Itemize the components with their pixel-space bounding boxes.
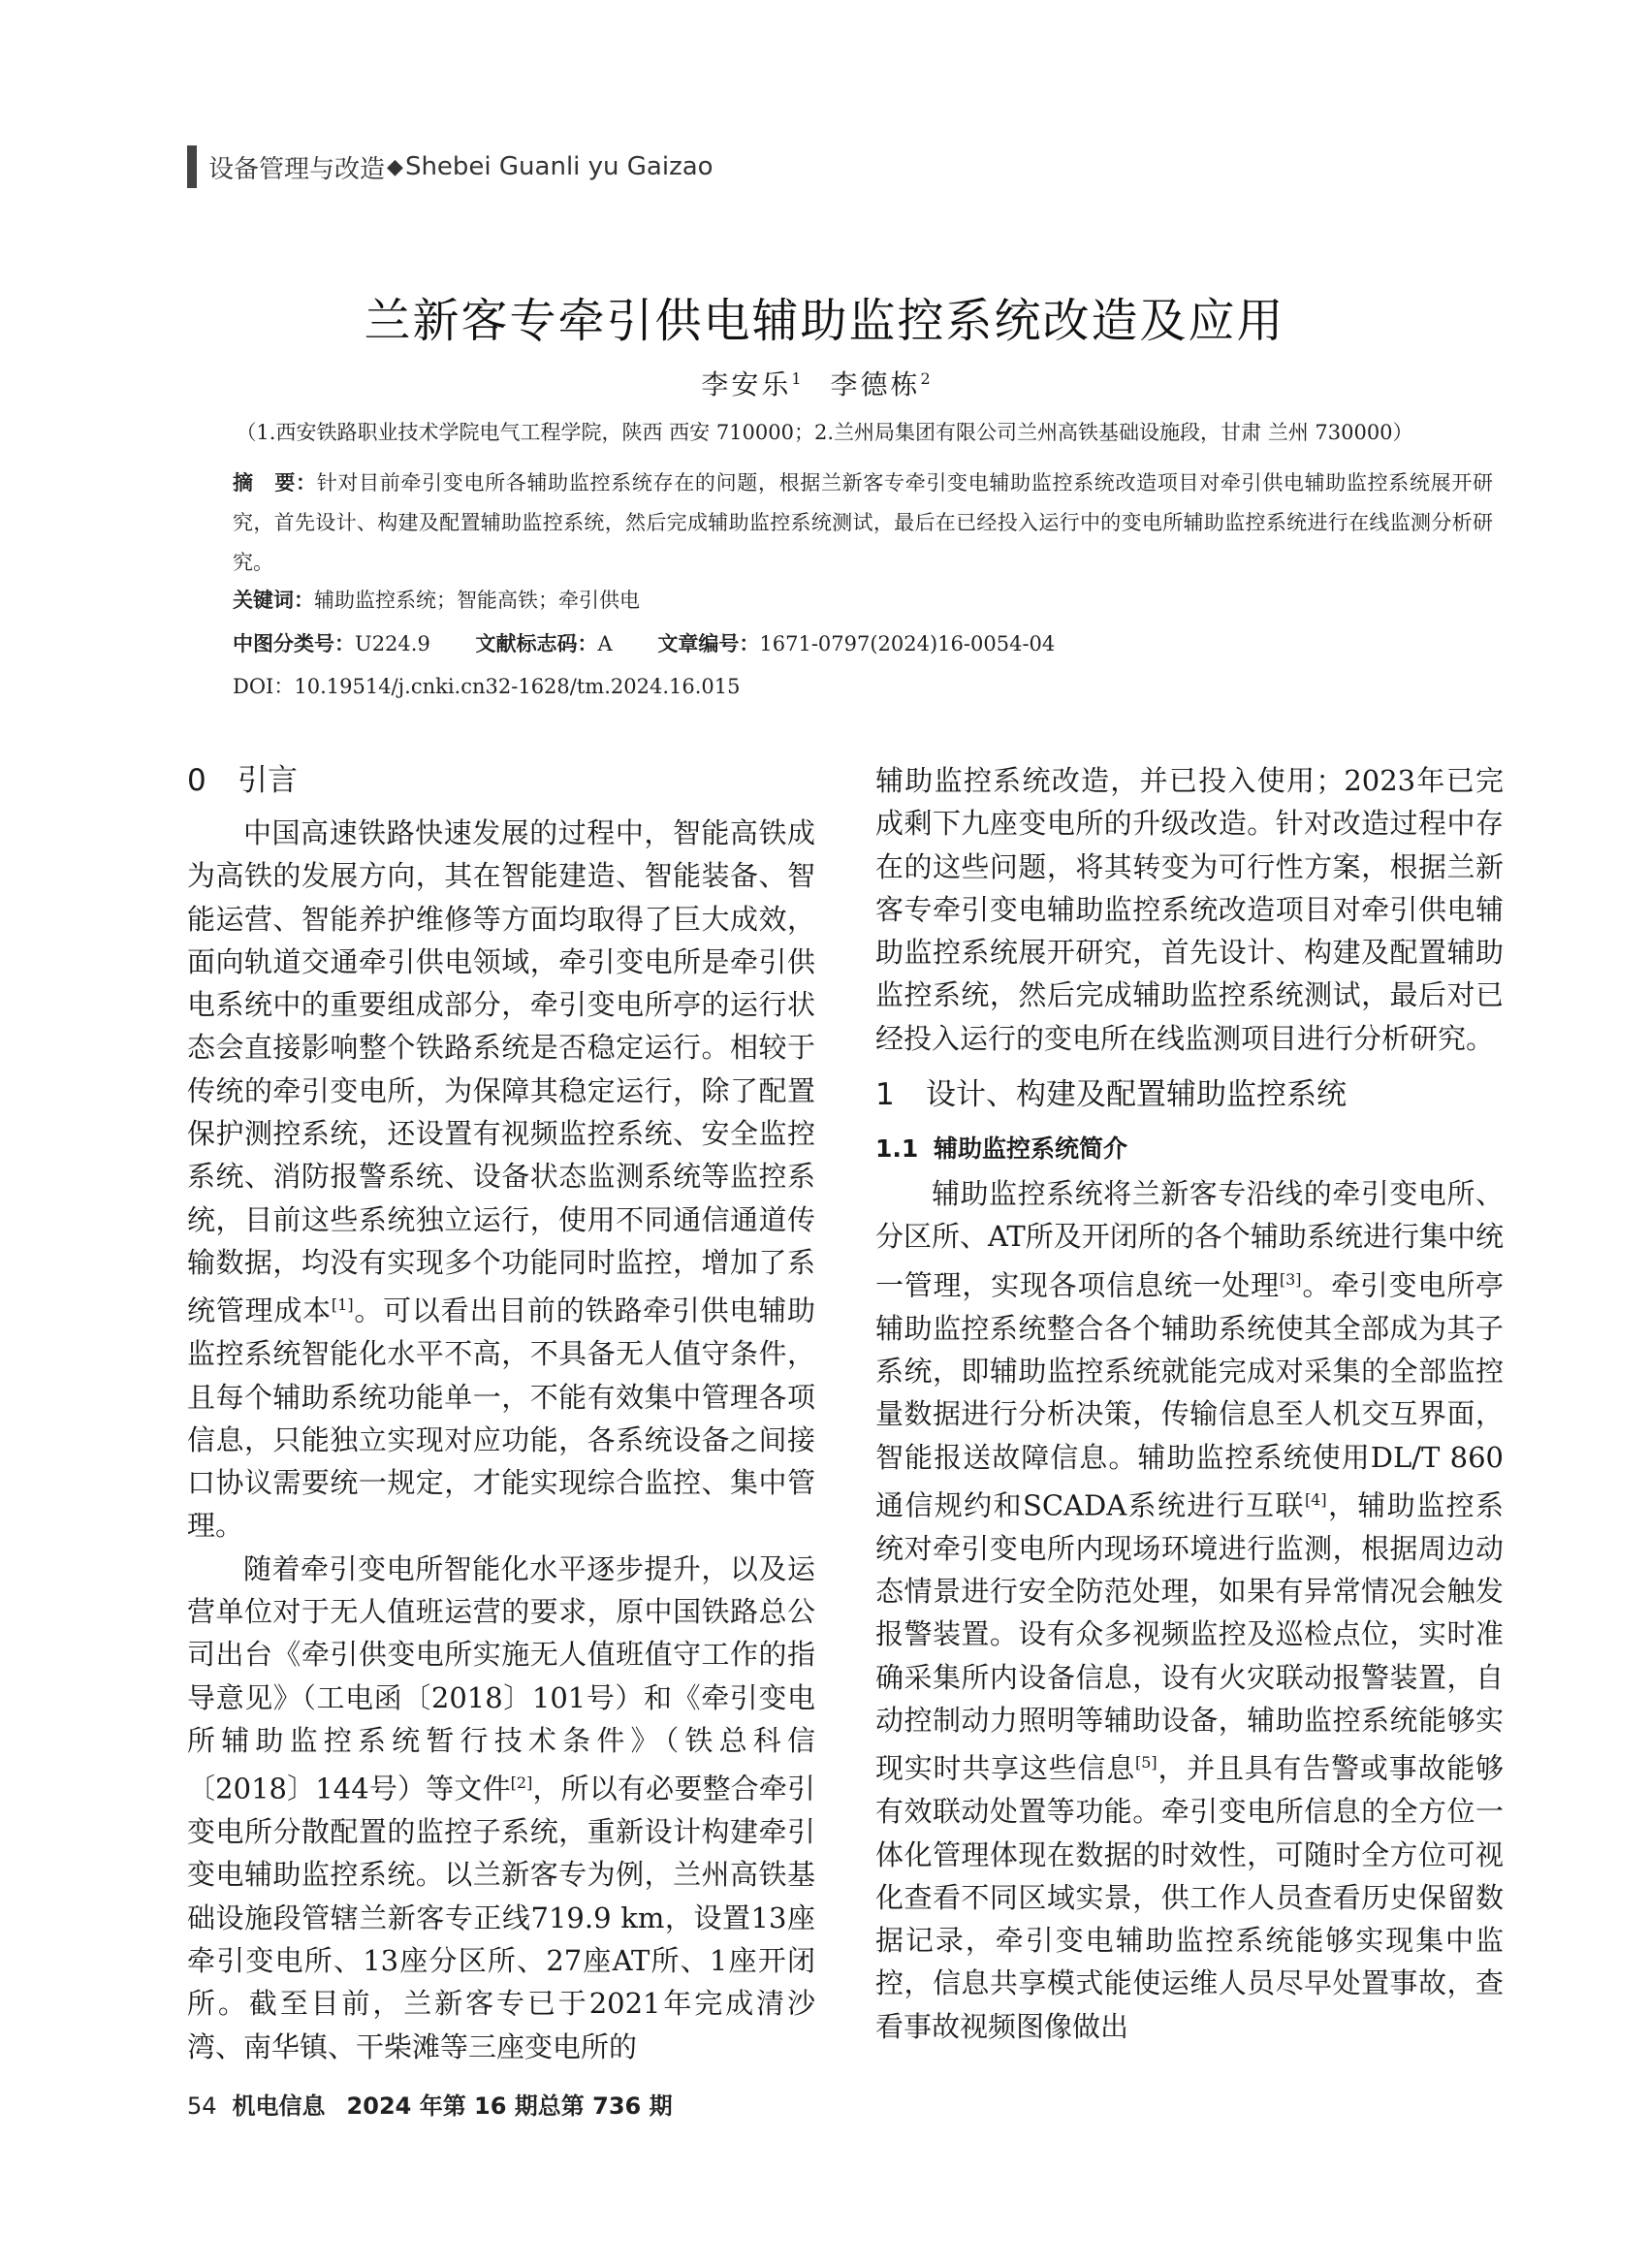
subsection-heading	[875, 1130, 1504, 1168]
page-number: 54	[187, 2092, 217, 2120]
paragraph-text: ，辅助监控系统对牵引变电所内现场环境进行监测，根据周边动态情景进行安全防范处理，如果有异常情况会触发报警装置。设有众多视频监控及巡检点位，实时准确采集所内设备信息，设有火灾联动报警装置，自动控制动力照明等辅助设备，辅助监控系统能够实现实时共享这些信息	[875, 1488, 1504, 1785]
journal-name: 机电信息	[232, 2092, 326, 2120]
paragraph-text: 随着牵引变电所智能化水平逐步提升，以及运营单位对于无人值班运营的要求，原中国铁路总公司出台《牵引供变电所实施无人值班值守工作的指导意见》（工电函〔2018〕101号）和《牵引变电所辅助监控系统暂行技术条件》（铁总科信〔2018〕144号）等文件	[187, 1551, 815, 1805]
paragraph: 辅助监控系统改造，并已投入使用；2023年已完成剩下九座变电所的升级改造。针对改造过程中存在的这些问题，将其转变为可行性方案，根据兰新客专牵引变电辅助监控系统改造项目对牵引供电辅助监控系统展开研究，首先设计、构建及配置辅助监控系统，然后完成辅助监控系统测试，最后对已经投入运行的变电所在线监测项目进行分析研究。	[875, 764, 1504, 1055]
citation-ref: [1]	[331, 1295, 354, 1315]
doc-code-label: 文献标志码：	[475, 632, 598, 655]
citation-ref: [3]	[1279, 1269, 1302, 1289]
clc-label: 中图分类号：	[233, 632, 355, 655]
author-affil-mark: 1	[791, 369, 802, 388]
affiliation: （1.西安铁路职业技术学院电气工程学院，陕西 西安 710000；2.兰州局集团有限公司兰州高铁基础设施段，甘肃 兰州 730000）	[236, 421, 1413, 444]
paper-title: 兰新客专牵引供电辅助监控系统改造及应用	[364, 294, 1285, 348]
issue-info: 2024 年第 16 期总第 736 期	[346, 2092, 673, 2120]
article-number-value: 1671-0797(2024)16-0054-04	[759, 632, 1056, 655]
abstract	[233, 463, 1493, 583]
author-list	[0, 364, 1649, 402]
paragraph-text: 。可以看出目前的铁路牵引供电辅助监控系统智能化水平不高，不具备无人值守条件，且每个辅助系统功能单一，不能有效集中管理各项信息，只能独立实现对应功能，各系统设备之间接口协议需要统一规定，才能实现综合监控、集中管理。	[187, 1294, 815, 1543]
paragraph-text: ，并且具有告警或事故能够有效联动处置等功能。牵引变电所信息的全方位一体化管理体现在数据的时效性，可随时全方位可视化查看不同区域实景，供工作人员查看历史保留数据记录，牵引变电辅助监控系统能够实现集中监控，信息共享模式能使运维人员尽早处置事故，查看事故视频图像做出	[875, 1751, 1504, 2043]
paragraph	[875, 1172, 1504, 2048]
citation-ref: [2]	[510, 1773, 533, 1793]
section-number: 1	[875, 1077, 895, 1113]
article-number-label: 文章编号：	[657, 632, 760, 655]
paragraph	[187, 1548, 815, 2068]
paragraph-text: 辅助监控系统将兰新客专沿线的牵引变电所、分区所、AT所及开闭所的各个辅助系统进行集中统一管理，实现各项信息统一处理	[875, 1177, 1504, 1302]
classification-line	[233, 628, 1493, 657]
paragraph-text: 。牵引变电所亭辅助监控系统整合各个辅助系统使其全部成为其子系统，即辅助监控系统就能完成对采集的全部监控量数据进行分析决策，传输信息至人机交互界面，智能报送故障信息。辅助监控系统使用DL/T 860通信规约和SCADA系统进行互联	[875, 1268, 1504, 1522]
keywords-label: 关键词：	[233, 589, 314, 612]
author-name: 李德栋	[830, 368, 921, 400]
author-name: 李安乐	[701, 368, 792, 400]
author-affil-mark: 2	[920, 369, 931, 388]
doi-label: DOI：	[233, 675, 295, 698]
section-heading-design	[875, 1073, 1504, 1116]
right-column	[875, 759, 1504, 2048]
citation-ref: [4]	[1304, 1489, 1327, 1509]
section-number: 0	[187, 763, 206, 798]
section-title: 引言	[238, 763, 298, 798]
section-name-cn: 设备管理与改造	[208, 154, 386, 184]
page-footer	[187, 2087, 673, 2121]
clc-value: U224.9	[355, 632, 430, 655]
paragraph-text: 中国高速铁路快速发展的过程中，智能高铁成为高铁的发展方向，其在智能建造、智能装备、智能运营、智能养护维修等方面均取得了巨大成效，面向轨道交通牵引供电领域，牵引变电所是牵引供电系统中的重要组成部分，牵引变电所亭的运行状态会直接影响整个铁路系统是否稳定运行。相较于传统的牵引变电所，为保障其稳定运行，除了配置保护测控系统，还设置有视频监控系统、安全监控系统、消防报警系统、设备状态监测系统等监控系统，目前这些系统独立运行，使用不同通信通道传输数据，均没有实现多个功能同时监控，增加了系统管理成本	[187, 816, 815, 1327]
subsection-title: 辅助监控系统简介	[934, 1134, 1128, 1164]
diamond-separator-icon: ◆	[387, 154, 403, 179]
doi-line	[233, 671, 1493, 700]
paragraph-text: ，所以有必要整合牵引变电所分散配置的监控子系统，重新设计构建牵引变电辅助监控系统。以兰新客专为例，兰州高铁基础设施段管辖兰新客专正线719.9 km，设置13座牵引变电所、13座分区所、27座AT所、1座开闭所。截至目前，兰新客专已于2021年完成清沙湾、南华镇、干柴滩等三座变电所的	[187, 1772, 815, 2063]
citation-ref: [5]	[1135, 1753, 1157, 1773]
subsection-number: 1.1	[875, 1134, 919, 1164]
section-name-pinyin: Shebei Guanli yu Gaizao	[404, 152, 714, 181]
paragraph	[187, 812, 815, 1548]
doc-code-value: A	[597, 632, 613, 655]
section-title: 设计、构建及配置辅助监控系统	[926, 1077, 1347, 1113]
keywords-text: 辅助监控系统；智能高铁；牵引供电	[314, 589, 640, 612]
section-heading-intro	[187, 759, 815, 802]
left-column	[187, 759, 815, 2068]
doi-value: 10.19514/j.cnki.cn32-1628/tm.2024.16.015	[294, 675, 741, 698]
running-header	[187, 145, 714, 188]
abstract-text: 针对目前牵引变电所各辅助监控系统存在的问题，根据兰新客专牵引变电辅助监控系统改造项目对牵引供电辅助监控系统展开研究，首先设计、构建及配置辅助监控系统，然后完成辅助监控系统测试，最后在已经投入运行中的变电所辅助监控系统进行在线监测分析研究。	[233, 471, 1494, 574]
keywords	[233, 585, 1493, 614]
abstract-label: 摘 要：	[233, 471, 317, 495]
